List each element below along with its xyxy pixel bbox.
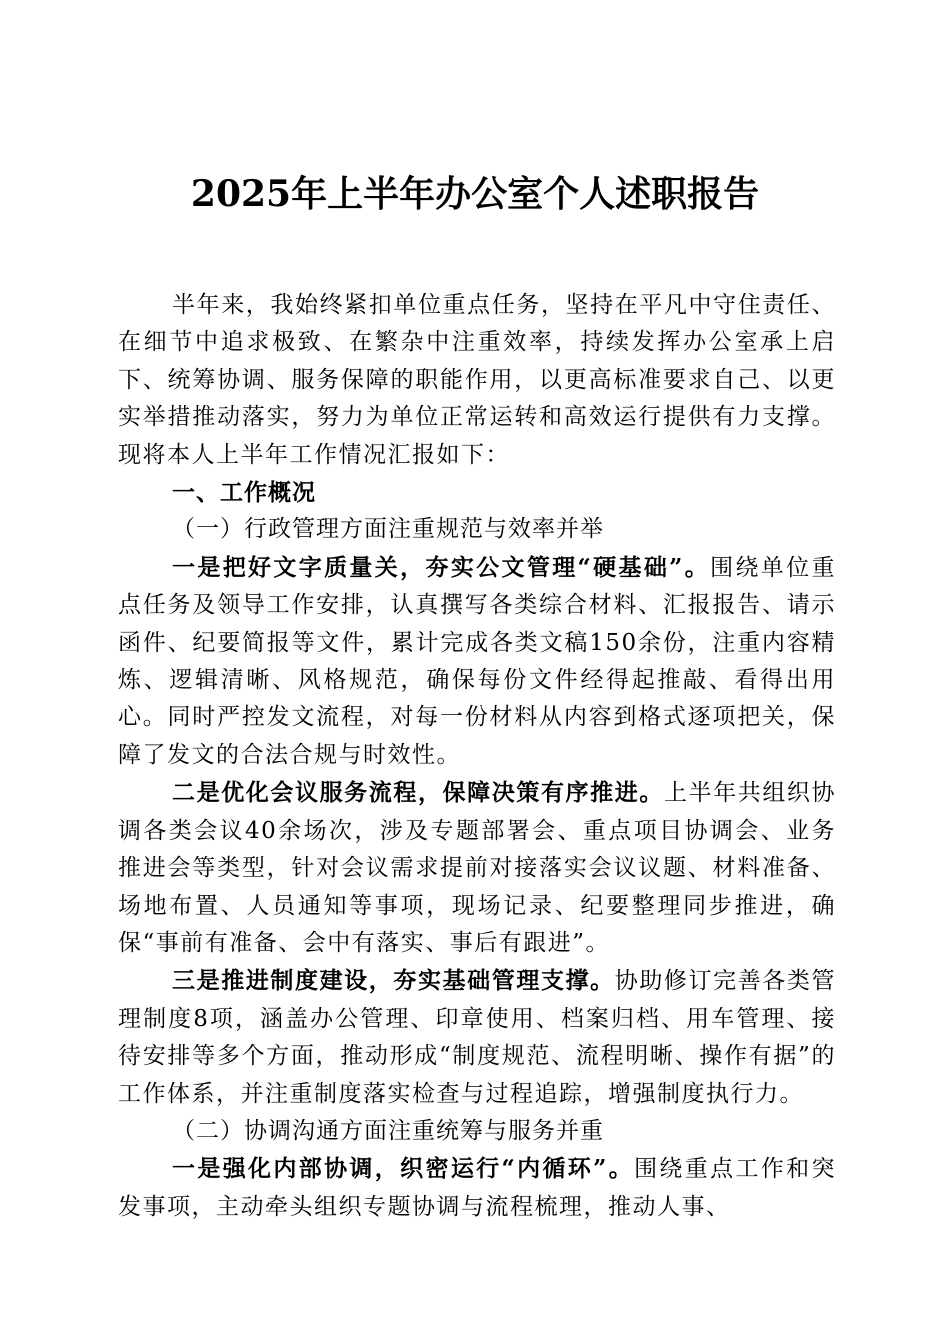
subsection-heading-2: （二）协调沟通方面注重统筹与服务并重 [172, 1117, 604, 1144]
document-title: 2025年上半年办公室个人述职报告 [190, 173, 760, 215]
item-lead-2: 二是优化会议服务流程，保障决策有序推进。 [172, 779, 664, 807]
item-text-3: 协助修订完善各类管理制度8项，涵盖办公管理、印章使用、档案归档、用车管理、接待安排等多个方面，推动形成“制度规范、流程明晰、操作有据”的工作体系，并注重制度落实检查与过程追踪，增强制度执行力。 [118, 968, 837, 1107]
intro-paragraph: 半年来，我始终紧扣单位重点任务，坚持在平凡中守住责任、在细节中追求极致、在繁杂中注重效率，持续发挥办公室承上启下、统筹协调、服务保障的职能作用，以更高标准要求自己、以更实举措推动落实，努力为单位正常运转和高效运行提供有力支撑。现将本人上半年工作情况汇报如下： [118, 292, 836, 468]
item-lead-3: 三是推进制度建设，夯实基础管理支撑。 [172, 967, 615, 995]
subsection-heading-1: （一）行政管理方面注重规范与效率并举 [172, 516, 604, 543]
item-paragraph-4 [118, 1150, 836, 1226]
item-text-2: 上半年共组织协调各类会议40余场次，涉及专题部署会、重点项目协调会、业务推进会等类型，针对会议需求提前对接落实会议议题、材料准备、场地布置、人员通知等事项，现场记录、纪要整理同步推进，确保“事前有准备、会中有落实、事后有跟进”。 [118, 780, 837, 956]
item-paragraph-3 [118, 962, 836, 1113]
item-lead-4: 一是强化内部协调，织密运行“内循环”。 [172, 1155, 635, 1183]
item-paragraph-2 [118, 774, 836, 962]
item-paragraph-1 [118, 549, 836, 774]
document-body [118, 287, 836, 1226]
item-lead-1: 一是把好文字质量关，夯实公文管理“硬基础”。 [172, 553, 711, 581]
item-text-4: 围绕重点工作和突发事项，主动牵头组织专题协调与流程梳理，推动人事、 [118, 1156, 836, 1220]
item-text-1: 围绕单位重点任务及领导工作安排，认真撰写各类综合材料、汇报报告、请示函件、纪要简报等文件，累计完成各类文稿150余份，注重内容精炼、逻辑清晰、风格规范，确保每份文件经得起推敲、看得出用心。同时严控发文流程，对每一份材料从内容到格式逐项把关，保障了发文的合法合规与时效性。 [118, 554, 836, 768]
section-heading-1: 一、工作概况 [172, 479, 316, 507]
